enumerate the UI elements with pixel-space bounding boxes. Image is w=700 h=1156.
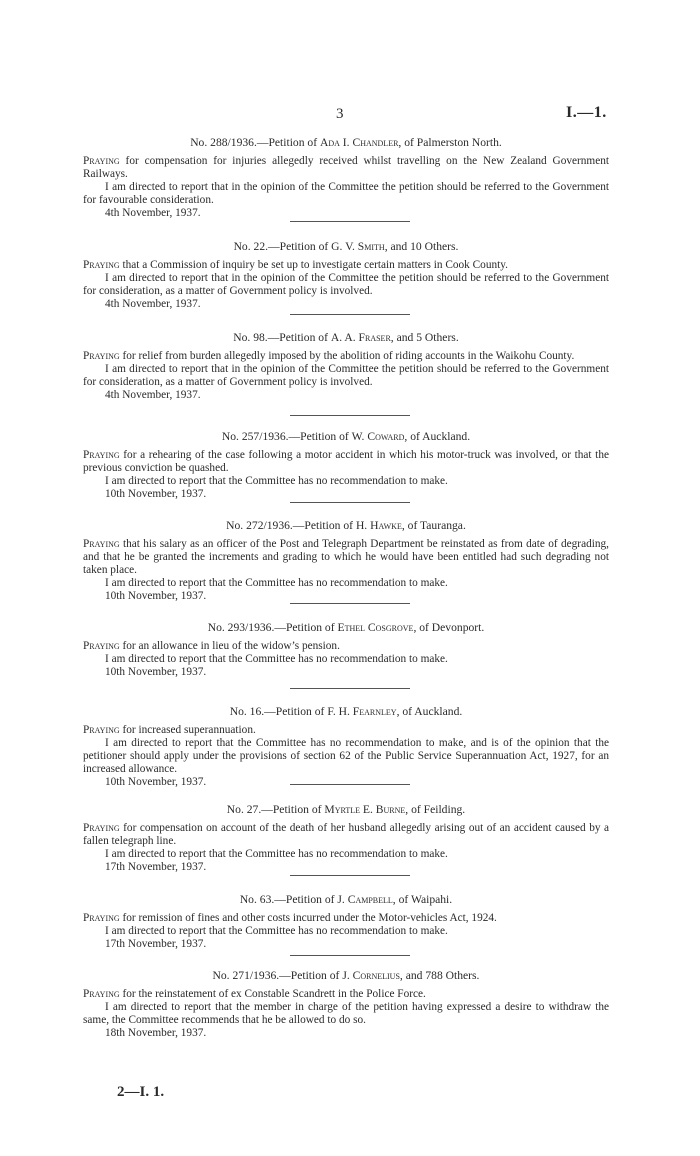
petition-entry (83, 240, 609, 311)
petition-heading: No. 27.—Petition of Myrtle E. Burne, of Feilding. (226, 803, 466, 816)
section-divider (290, 955, 410, 956)
petition-heading: No. 257/1936.—Petition of W. Coward, of Auckland. (221, 430, 471, 443)
section-divider (290, 688, 410, 689)
praying-paragraph: Praying that a Commission of inquiry be set up to investigate certain matters in Cook County. (83, 259, 508, 271)
praying-paragraph: Praying for compensation on account of the death of her husband allegedly arising out of an accident caused by a fallen telegraph line. (83, 822, 609, 847)
report-date: 17th November, 1937. (105, 861, 207, 873)
report-date: 4th November, 1937. (105, 207, 201, 219)
section-divider (290, 603, 410, 604)
petition-entry (83, 893, 609, 951)
petitioner-name: A. A. Fraser (330, 331, 391, 344)
praying-paragraph: Praying for compensation for injuries allegedly received whilst travelling on the New Zealand Government Railways. (83, 155, 609, 180)
report-date: 4th November, 1937. (105, 389, 201, 401)
report-date: 10th November, 1937. (105, 666, 207, 678)
petition-entry (83, 621, 609, 679)
report-paragraph: I am directed to report that the Committee has no recommendation to make. (105, 653, 448, 665)
report-date: 10th November, 1937. (105, 776, 207, 788)
petitioner-name: Ada I. Chandler (319, 136, 399, 149)
petition-entry (83, 430, 609, 501)
petition-heading: No. 16.—Petition of F. H. Fearnley, of Auckland. (229, 705, 463, 718)
petition-entry (83, 803, 609, 874)
section-divider (290, 502, 410, 503)
praying-paragraph: Praying for a rehearing of the case following a motor accident in which his motor-truck was involved, or that the previous conviction be quashed. (83, 449, 609, 474)
praying-paragraph: Praying for relief from burden allegedly imposed by the abolition of riding accounts in the Waikohu County. (83, 350, 575, 362)
section-divider (290, 415, 410, 416)
petition-heading: No. 98.—Petition of A. A. Fraser, and 5 Others. (233, 331, 459, 344)
report-date: 4th November, 1937. (105, 298, 201, 310)
praying-paragraph: Praying that his salary as an officer of the Post and Telegraph Department be reinstated as from date of degrading, and that he be granted the increments and grading to which he would have been entitled had such degrading not taken place. (83, 538, 609, 576)
petition-entry (83, 705, 609, 789)
petition-entry (83, 331, 609, 402)
petitioner-name: J. Cornelius (342, 969, 400, 982)
report-paragraph: I am directed to report that in the opinion of the Committee the petition should be referred to the Government for consideration, as a matter of Government policy is involved. (83, 272, 609, 297)
report-paragraph: I am directed to report that the Committee has no recommendation to make. (105, 577, 448, 589)
report-paragraph: I am directed to report that the Committee has no recommendation to make. (105, 925, 448, 937)
petition-heading: No. 63.—Petition of J. Campbell, of Waipahi. (239, 893, 453, 906)
section-divider (290, 221, 410, 222)
petitioner-name: J. Campbell (337, 893, 393, 906)
report-paragraph: I am directed to report that the Committee has no recommendation to make. (105, 848, 448, 860)
petitioner-name: Myrtle E. Burne (324, 803, 406, 816)
report-date: 10th November, 1937. (105, 488, 207, 500)
section-divider (290, 314, 410, 315)
report-paragraph: I am directed to report that the member in charge of the petition having expressed a desire to withdraw the same, the Committee recommends that he be allowed to do so. (83, 1001, 609, 1026)
petition-heading: No. 288/1936.—Petition of Ada I. Chandler, of Palmerston North. (190, 136, 502, 149)
petition-entry (83, 136, 609, 220)
praying-paragraph: Praying for the reinstatement of ex Constable Scandrett in the Police Force. (83, 988, 426, 1000)
petition-heading: No. 22.—Petition of G. V. Smith, and 10 Others. (233, 240, 459, 253)
petitioner-name: G. V. Smith (331, 240, 385, 253)
petition-entry (83, 519, 609, 603)
petitioner-name: W. Coward (351, 430, 405, 443)
petition-heading: No. 272/1936.—Petition of H. Hawke, of Tauranga. (226, 519, 466, 532)
report-date: 17th November, 1937. (105, 938, 207, 950)
petitioner-name: H. Hawke (355, 519, 402, 532)
report-paragraph: I am directed to report that in the opinion of the Committee the petition should be referred to the Government for favourable consideration. (83, 181, 609, 206)
petition-entry (83, 969, 609, 1040)
report-date: 18th November, 1937. (105, 1027, 207, 1039)
report-date: 10th November, 1937. (105, 590, 207, 602)
page-number: 3 (336, 106, 344, 122)
petitioner-name: Ethel Cosgrove (337, 621, 414, 634)
signature-code: 2—I. 1. (117, 1084, 165, 1100)
praying-paragraph: Praying for increased superannuation. (83, 724, 256, 736)
petitioner-name: F. H. Fearnley (327, 705, 397, 718)
document-code: I.—1. (566, 104, 607, 121)
section-divider (290, 875, 410, 876)
report-paragraph: I am directed to report that in the opinion of the Committee the petition should be referred to the Government for consideration, as a matter of Government policy is involved. (83, 363, 609, 388)
report-paragraph: I am directed to report that the Committee has no recommendation to make. (105, 475, 448, 487)
section-divider (290, 784, 410, 785)
praying-paragraph: Praying for an allowance in lieu of the widow’s pension. (83, 640, 340, 652)
report-paragraph: I am directed to report that the Committee has no recommendation to make, and is of the opinion that the petitioner should apply under the provisions of section 62 of the Public Service Superannuation Act, 1927, for an increased allowance. (83, 737, 609, 775)
petition-heading: No. 293/1936.—Petition of Ethel Cosgrove, of Devonport. (207, 621, 485, 634)
petition-heading: No. 271/1936.—Petition of J. Cornelius, and 788 Others. (212, 969, 480, 982)
praying-paragraph: Praying for remission of fines and other costs incurred under the Motor-vehicles Act, 1924. (83, 912, 497, 924)
